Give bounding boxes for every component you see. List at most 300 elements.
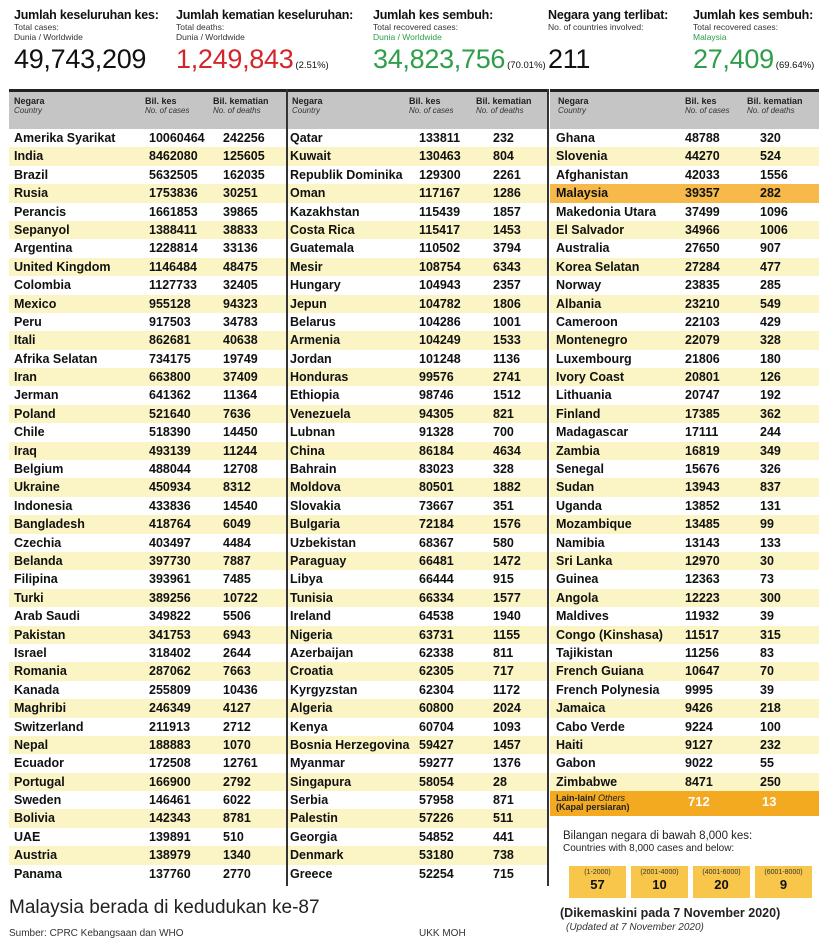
case-count: 341753 (149, 627, 191, 642)
death-count: 39865 (223, 204, 258, 219)
case-count: 23835 (685, 278, 720, 293)
range-label: (1-2000) (584, 869, 611, 876)
case-count: 59427 (419, 737, 454, 752)
case-count: 188883 (149, 737, 191, 752)
table-row (9, 626, 286, 644)
case-count: 663800 (149, 370, 191, 385)
death-count: 10722 (223, 590, 258, 605)
table-header (550, 89, 819, 129)
table-row (9, 184, 286, 202)
country-name: Costa Rica (290, 222, 355, 237)
death-count: 1512 (493, 388, 521, 403)
country-name: Cabo Verde (556, 719, 625, 734)
country-name: Peru (14, 314, 42, 329)
death-count: 12761 (223, 756, 258, 771)
death-count: 133 (760, 535, 781, 550)
country-name: Czechia (14, 535, 62, 550)
case-count: 91328 (419, 425, 454, 440)
table-row (288, 276, 547, 294)
country-name: Belarus (290, 314, 336, 329)
death-count: 300 (760, 590, 781, 605)
death-count: 441 (493, 829, 514, 844)
table-row (550, 460, 819, 478)
stat-subtitle-2: Dunia / Worldwide (373, 32, 442, 42)
stat-value: 211 (548, 44, 591, 74)
country-name: Kyrgyzstan (290, 682, 358, 697)
updated-date-en: (Updated at 7 November 2020) (566, 922, 704, 933)
table-row (9, 295, 286, 313)
death-count: 1136 (493, 351, 521, 366)
death-count: 524 (760, 149, 781, 164)
case-count: 493139 (149, 443, 191, 458)
country-name: Korea Selatan (556, 259, 640, 274)
case-count: 52254 (419, 866, 454, 881)
death-count: 6943 (223, 627, 251, 642)
case-count: 130463 (419, 149, 461, 164)
table-body (550, 129, 819, 791)
below-8000-section (563, 830, 752, 854)
death-count: 8312 (223, 480, 251, 495)
death-count: 1376 (493, 756, 521, 771)
table-row (288, 368, 547, 386)
country-name: Afrika Selatan (14, 351, 98, 366)
case-count: 42033 (685, 167, 720, 182)
country-name: Kuwait (290, 149, 331, 164)
country-name: Senegal (556, 462, 604, 477)
country-name: Nigeria (290, 627, 333, 642)
death-count: 837 (760, 480, 781, 495)
death-count: 7663 (223, 664, 251, 679)
death-count: 2261 (493, 167, 521, 182)
below-8000-title: Bilangan negara di bawah 8,000 kes: (563, 830, 753, 842)
country-name: Austria (14, 848, 58, 863)
table-row (288, 699, 547, 717)
country-name: Slovakia (290, 498, 341, 513)
country-name: Malaysia (556, 186, 609, 201)
case-count: 83023 (419, 462, 454, 477)
case-count: 20801 (685, 370, 720, 385)
case-count: 104782 (419, 296, 461, 311)
table-row (288, 166, 547, 184)
country-name: Bangladesh (14, 517, 85, 532)
case-count: 104249 (419, 333, 461, 348)
table-row (288, 589, 547, 607)
death-count: 717 (493, 664, 514, 679)
table-row (9, 166, 286, 184)
case-count: 86184 (419, 443, 454, 458)
table-row (9, 258, 286, 276)
case-count: 138979 (149, 848, 191, 863)
range-value: 57 (590, 877, 605, 892)
country-name: Bahrain (290, 462, 337, 477)
case-count: 72184 (419, 517, 454, 532)
country-name: China (290, 443, 325, 458)
country-name: Croatia (290, 664, 334, 679)
table-row (9, 828, 286, 846)
death-count: 12708 (223, 462, 258, 477)
table-row (9, 607, 286, 625)
country-name: Greece (290, 866, 333, 881)
case-count: 62305 (419, 664, 454, 679)
others-label: Lain-lain/ Others (Kapal persiaran) (556, 793, 630, 812)
table-row (550, 295, 819, 313)
table-row (9, 570, 286, 588)
case-count: 23210 (685, 296, 720, 311)
case-count: 403497 (149, 535, 191, 550)
country-name: Perancis (14, 204, 67, 219)
country-name: Belanda (14, 553, 63, 568)
column-divider (286, 89, 288, 886)
death-count: 1096 (760, 204, 788, 219)
case-count: 139891 (149, 829, 191, 844)
case-count: 246349 (149, 701, 191, 716)
case-count: 1228814 (149, 241, 198, 256)
column-divider (547, 89, 549, 886)
header-deaths: Bil. kematian No. of deaths (476, 96, 532, 115)
country-name: Angola (556, 590, 599, 605)
country-name: Makedonia Utara (556, 204, 657, 219)
case-count: 137760 (149, 866, 191, 881)
below-8000-subtitle: Countries with 8,000 cases and below: (563, 843, 735, 854)
case-count: 5632505 (149, 167, 198, 182)
case-count: 488044 (149, 462, 191, 477)
case-count: 104286 (419, 314, 461, 329)
stat-subtitle-2 (548, 32, 668, 42)
death-count: 1286 (493, 186, 521, 201)
table-row (550, 736, 819, 754)
death-count: 1576 (493, 517, 521, 532)
table-row (9, 644, 286, 662)
country-name: Jamaica (556, 701, 606, 716)
country-name: Azerbaijan (290, 645, 354, 660)
case-count: 101248 (419, 351, 461, 366)
death-count: 1882 (493, 480, 521, 495)
stat-subtitle-2: Dunia / Worldwide (14, 32, 83, 42)
case-count: 8462080 (149, 149, 198, 164)
country-name: Portugal (14, 774, 65, 789)
table-row (9, 423, 286, 441)
case-count: 8471 (685, 774, 713, 789)
case-count: 641362 (149, 388, 191, 403)
table-row (550, 313, 819, 331)
country-name: Uganda (556, 498, 602, 513)
country-name: Tunisia (290, 590, 333, 605)
table-row (288, 607, 547, 625)
country-name: Finland (556, 406, 601, 421)
death-count: 2357 (493, 278, 521, 293)
death-count: 70 (760, 664, 774, 679)
death-count: 7485 (223, 572, 251, 587)
country-name: Namibia (556, 535, 605, 550)
stat-total-deaths (176, 8, 353, 81)
table-row (288, 570, 547, 588)
table-row (288, 386, 547, 404)
country-name: Kazakhstan (290, 204, 360, 219)
case-count: 57226 (419, 811, 454, 826)
death-count: 4127 (223, 701, 251, 716)
country-name: UAE (14, 829, 41, 844)
table-row (9, 699, 286, 717)
case-count: 48788 (685, 131, 720, 145)
death-count: 738 (493, 848, 514, 863)
case-count: 146461 (149, 793, 191, 808)
case-count: 13143 (685, 535, 720, 550)
table-row (288, 350, 547, 368)
table-header (9, 89, 286, 129)
death-count: 285 (760, 278, 781, 293)
case-count: 64538 (419, 609, 454, 624)
country-name: Argentina (14, 241, 73, 256)
table-row (288, 552, 547, 570)
country-name: Colombia (14, 278, 71, 293)
death-count: 1001 (493, 314, 521, 329)
table-row (288, 460, 547, 478)
table-row (288, 497, 547, 515)
range-label: (6001-8000) (764, 869, 803, 876)
country-name: Kanada (14, 682, 60, 697)
case-count: 287062 (149, 664, 191, 679)
table-row (288, 791, 547, 809)
case-count: 166900 (149, 774, 191, 789)
case-count: 62338 (419, 645, 454, 660)
country-name: Mesir (290, 259, 323, 274)
table-row (9, 386, 286, 404)
country-name: Ireland (290, 609, 331, 624)
death-count: 192 (760, 388, 781, 403)
death-count: 2770 (223, 866, 251, 881)
stat-title: Jumlah kes sembuh: (373, 8, 494, 22)
country-name: Slovenia (556, 149, 608, 164)
table-row (288, 239, 547, 257)
table-row (550, 184, 819, 202)
table-row (550, 203, 819, 221)
death-count: 328 (760, 333, 781, 348)
case-count: 73667 (419, 498, 454, 513)
table-row (288, 681, 547, 699)
country-name: Iraq (14, 443, 37, 458)
case-count: 17111 (685, 425, 719, 440)
table-row (550, 534, 819, 552)
case-count: 393961 (149, 572, 191, 587)
death-count: 10436 (223, 682, 258, 697)
country-name: Bosnia Herzegovina (290, 737, 410, 752)
country-name: Paraguay (290, 553, 347, 568)
case-count: 34966 (685, 222, 720, 237)
header-deaths: Bil. kematian No. of deaths (213, 96, 269, 115)
case-count: 58054 (419, 774, 454, 789)
death-count: 37409 (223, 370, 258, 385)
death-count: 2024 (493, 701, 521, 716)
case-count: 172508 (149, 756, 191, 771)
country-name: Ukraine (14, 480, 60, 495)
stat-subtitle: Total recovered cases: (373, 22, 459, 32)
death-count: 2644 (223, 645, 251, 660)
case-count: 37499 (685, 204, 720, 219)
country-name: Oman (290, 186, 326, 201)
case-count: 21806 (685, 351, 720, 366)
case-count: 22079 (685, 333, 720, 348)
death-count: 218 (760, 701, 781, 716)
death-count: 429 (760, 314, 781, 329)
country-name: Georgia (290, 829, 338, 844)
footer-credit: UKK MOH (419, 928, 466, 939)
range-value: 20 (714, 877, 729, 892)
table-row (550, 773, 819, 791)
country-name: Congo (Kinshasa) (556, 627, 663, 642)
country-name: Rusia (14, 186, 49, 201)
death-count: 1556 (760, 167, 788, 182)
country-name: Gabon (556, 756, 596, 771)
table-row (550, 221, 819, 239)
country-name: Republik Dominika (290, 167, 403, 182)
table-row (9, 203, 286, 221)
death-count: 915 (493, 572, 514, 587)
death-count: 715 (493, 866, 514, 881)
range-box (569, 866, 626, 898)
country-name: Albania (556, 296, 602, 311)
country-name: Denmark (290, 848, 344, 863)
country-name: India (14, 149, 44, 164)
death-count: 11364 (223, 388, 258, 403)
death-count: 99 (760, 517, 774, 532)
stat-title: Jumlah keseluruhan kes: (14, 8, 159, 22)
death-count: 320 (760, 131, 781, 145)
case-count: 27650 (685, 241, 720, 256)
country-name: Ivory Coast (556, 370, 625, 385)
case-count: 104943 (419, 278, 461, 293)
table-row (550, 129, 819, 147)
header-cases: Bil. kes No. of cases (685, 96, 730, 115)
country-name: Lithuania (556, 388, 612, 403)
table-row (9, 809, 286, 827)
table-row (550, 644, 819, 662)
table-row (288, 644, 547, 662)
case-count: 433836 (149, 498, 191, 513)
case-count: 955128 (149, 296, 191, 311)
stat-percent: (2.51%) (295, 60, 329, 71)
range-label: (4001-6000) (702, 869, 741, 876)
table-row (9, 331, 286, 349)
case-count: 80501 (419, 480, 454, 495)
table-row (9, 350, 286, 368)
table-row (288, 295, 547, 313)
country-name: Kenya (290, 719, 328, 734)
death-count: 1006 (760, 222, 788, 237)
death-count: 28 (493, 774, 507, 789)
country-name: Ghana (556, 131, 595, 145)
death-count: 1533 (493, 333, 521, 348)
country-name: Armenia (290, 333, 341, 348)
death-count: 250 (760, 774, 781, 789)
death-count: 510 (223, 829, 244, 844)
table-row (550, 718, 819, 736)
death-count: 1172 (493, 682, 521, 697)
death-count: 180 (760, 351, 781, 366)
case-count: 108754 (419, 259, 461, 274)
others-deaths: 13 (762, 794, 777, 809)
country-name: Palestin (290, 811, 338, 826)
table-row (9, 773, 286, 791)
case-count: 20747 (685, 388, 720, 403)
table-row (550, 276, 819, 294)
table-row (288, 865, 547, 883)
table-row (288, 184, 547, 202)
range-box (755, 866, 812, 898)
country-name: El Salvador (556, 222, 625, 237)
case-count: 53180 (419, 848, 454, 863)
death-count: 349 (760, 443, 781, 458)
death-count: 32405 (223, 278, 258, 293)
table-row (288, 754, 547, 772)
table-row (288, 258, 547, 276)
death-count: 8781 (223, 811, 251, 826)
death-count: 30 (760, 553, 774, 568)
country-name: Ethiopia (290, 388, 340, 403)
case-count: 734175 (149, 351, 191, 366)
death-count: 3794 (493, 241, 521, 256)
country-name: Poland (14, 406, 56, 421)
table-row (9, 865, 286, 883)
stat-title: Jumlah kes sembuh: (693, 8, 814, 22)
death-count: 328 (493, 462, 514, 477)
country-name: United Kingdom (14, 259, 111, 274)
table-row (550, 442, 819, 460)
death-count: 1453 (493, 222, 521, 237)
case-count: 389256 (149, 590, 191, 605)
case-count: 1753836 (149, 186, 198, 201)
table-row (288, 313, 547, 331)
table-row (9, 718, 286, 736)
table-row (9, 497, 286, 515)
table-row (288, 423, 547, 441)
country-name: Uzbekistan (290, 535, 356, 550)
death-count: 30251 (223, 186, 258, 201)
table-row (9, 589, 286, 607)
case-count: 98746 (419, 388, 454, 403)
table-row (288, 405, 547, 423)
range-box (631, 866, 688, 898)
case-count: 142343 (149, 811, 191, 826)
table-row (550, 552, 819, 570)
death-count: 1457 (493, 737, 521, 752)
case-count: 9995 (685, 682, 713, 697)
country-name: Sepanyol (14, 222, 70, 237)
death-count: 38833 (223, 222, 258, 237)
case-count: 450934 (149, 480, 191, 495)
death-count: 511 (493, 811, 514, 826)
table-row (288, 442, 547, 460)
country-name: Mozambique (556, 517, 632, 532)
case-count: 518390 (149, 425, 191, 440)
country-name: Jepun (290, 296, 327, 311)
country-name: Jerman (14, 388, 59, 403)
table-row (288, 809, 547, 827)
death-count: 700 (493, 425, 514, 440)
death-count: 11244 (223, 443, 258, 458)
table-row (288, 331, 547, 349)
country-name: Bulgaria (290, 517, 341, 532)
case-count: 115439 (419, 204, 461, 219)
country-name: Brazil (14, 167, 49, 182)
range-value: 10 (652, 877, 667, 892)
case-count: 59277 (419, 756, 454, 771)
footer-source: Sumber: CPRC Kebangsaan dan WHO (9, 928, 184, 939)
country-name: Sweden (14, 793, 62, 808)
updated-date: (Dikemaskini pada 7 November 2020) (560, 906, 781, 920)
stat-countries (548, 8, 668, 74)
case-count: 63731 (419, 627, 454, 642)
header-country: Negara Country (292, 96, 323, 115)
